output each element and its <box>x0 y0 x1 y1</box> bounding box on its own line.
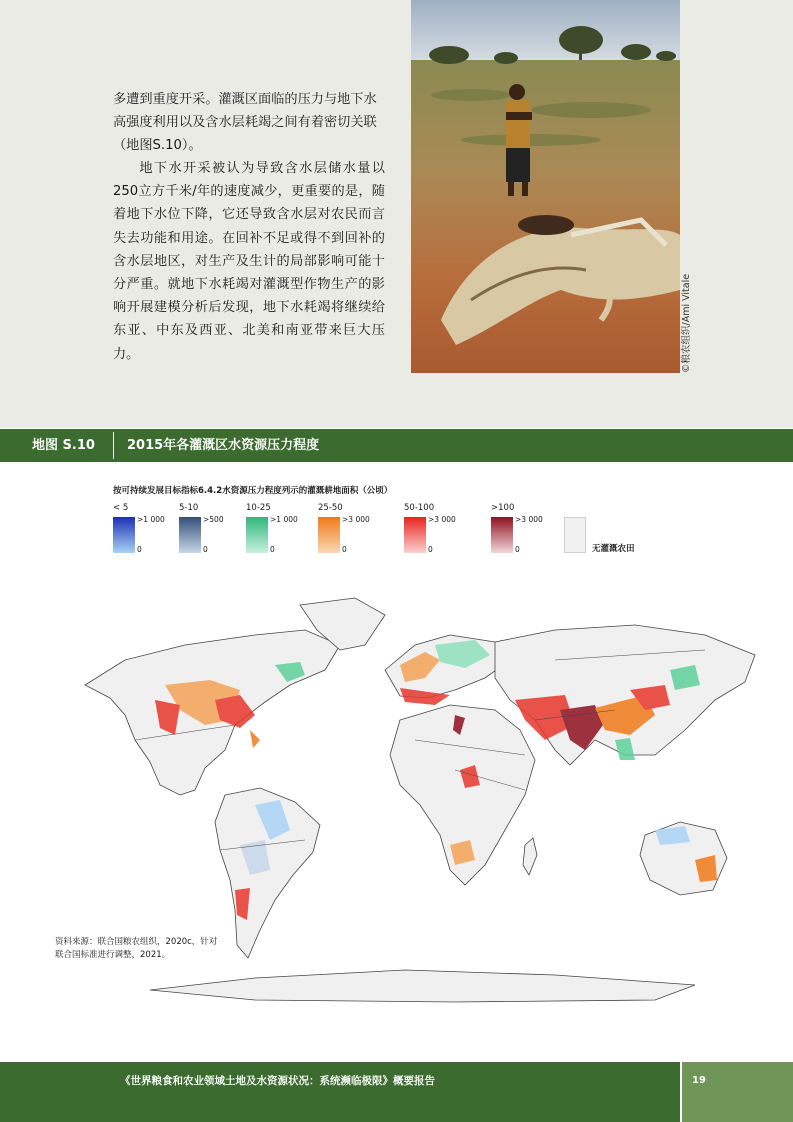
legend-min-label: 0 <box>428 545 433 554</box>
legend-max-label: >500 <box>203 515 224 524</box>
legend-min-label: 0 <box>270 545 275 554</box>
legend-title: 按可持续发展目标指标6.4.2水资源压力程度列示的灌溉耕地面积（公顷） <box>113 486 393 496</box>
legend-swatch <box>113 517 135 553</box>
legend-max-label: >3 000 <box>515 515 543 524</box>
map-header <box>0 429 793 462</box>
legend-min-label: 0 <box>137 545 142 554</box>
legend-min-label: 0 <box>342 545 347 554</box>
legend-max-label: >1 000 <box>137 515 165 524</box>
photo-credit: ©粮农组织/Ami Vitale <box>681 273 692 373</box>
footer-page-box <box>682 1062 793 1122</box>
child-figure <box>506 84 532 196</box>
body-paragraph-2: 地下水开采被认为导致含水层储水量以250立方千米/年的速度减少，更重要的是，随着地下水位下降，它还导致含水层对农民而言失去功能和用途。在回补不足或得不到回补的含水层地区，对生产及生计的局部影响可能十分严重。就地下水耗竭对灌溉型作物生产的影响开展建模分析后发现，地下水耗竭将继续给东亚、中东及西亚、北美和南亚带来巨大压力。 <box>113 161 385 362</box>
legend-max-label: >3 000 <box>342 515 370 524</box>
map-title: 2015年各灌溉区水资源压力程度 <box>127 438 320 453</box>
photo <box>411 0 680 373</box>
legend-swatch <box>179 517 201 553</box>
legend-range-label: 10-25 <box>246 503 271 513</box>
map-label: 地图 S.10 <box>32 438 95 453</box>
legend-range-label: >100 <box>491 503 515 513</box>
legend-nodata-swatch <box>564 517 586 553</box>
legend-swatch <box>246 517 268 553</box>
legend-min-label: 0 <box>515 545 520 554</box>
antarctica <box>150 970 695 1002</box>
legend-max-label: >1 000 <box>270 515 298 524</box>
legend-range-label: < 5 <box>113 503 129 513</box>
body-paragraph-1: 多遭到重度开采。灌溉区面临的压力与地下水高强度利用以及含水层耗竭之间有着密切关联（地图S.10）。 <box>113 92 377 154</box>
legend-swatch <box>404 517 426 553</box>
footer <box>0 1062 680 1122</box>
legend-nodata-label: 无灌溉农田 <box>592 544 635 554</box>
legend-max-label: >3 000 <box>428 515 456 524</box>
source-note: 资料来源：联合国粮农组织，2020c，针对联合国标准进行调整，2021。 <box>55 937 218 960</box>
legend-min-label: 0 <box>203 545 208 554</box>
legend-range-label: 5-10 <box>179 503 199 513</box>
page-number: 19 <box>692 1075 706 1086</box>
legend-swatch <box>318 517 340 553</box>
photo-illustration <box>411 0 680 373</box>
header-divider <box>113 432 114 459</box>
footer-title: 《世界粮食和农业领域土地及水资源状况：系统濒临极限》概要报告 <box>120 1075 435 1087</box>
legend-swatch <box>491 517 513 553</box>
madagascar <box>523 838 537 875</box>
legend-range-label: 25-50 <box>318 503 343 513</box>
legend-range-label: 50-100 <box>404 503 435 513</box>
